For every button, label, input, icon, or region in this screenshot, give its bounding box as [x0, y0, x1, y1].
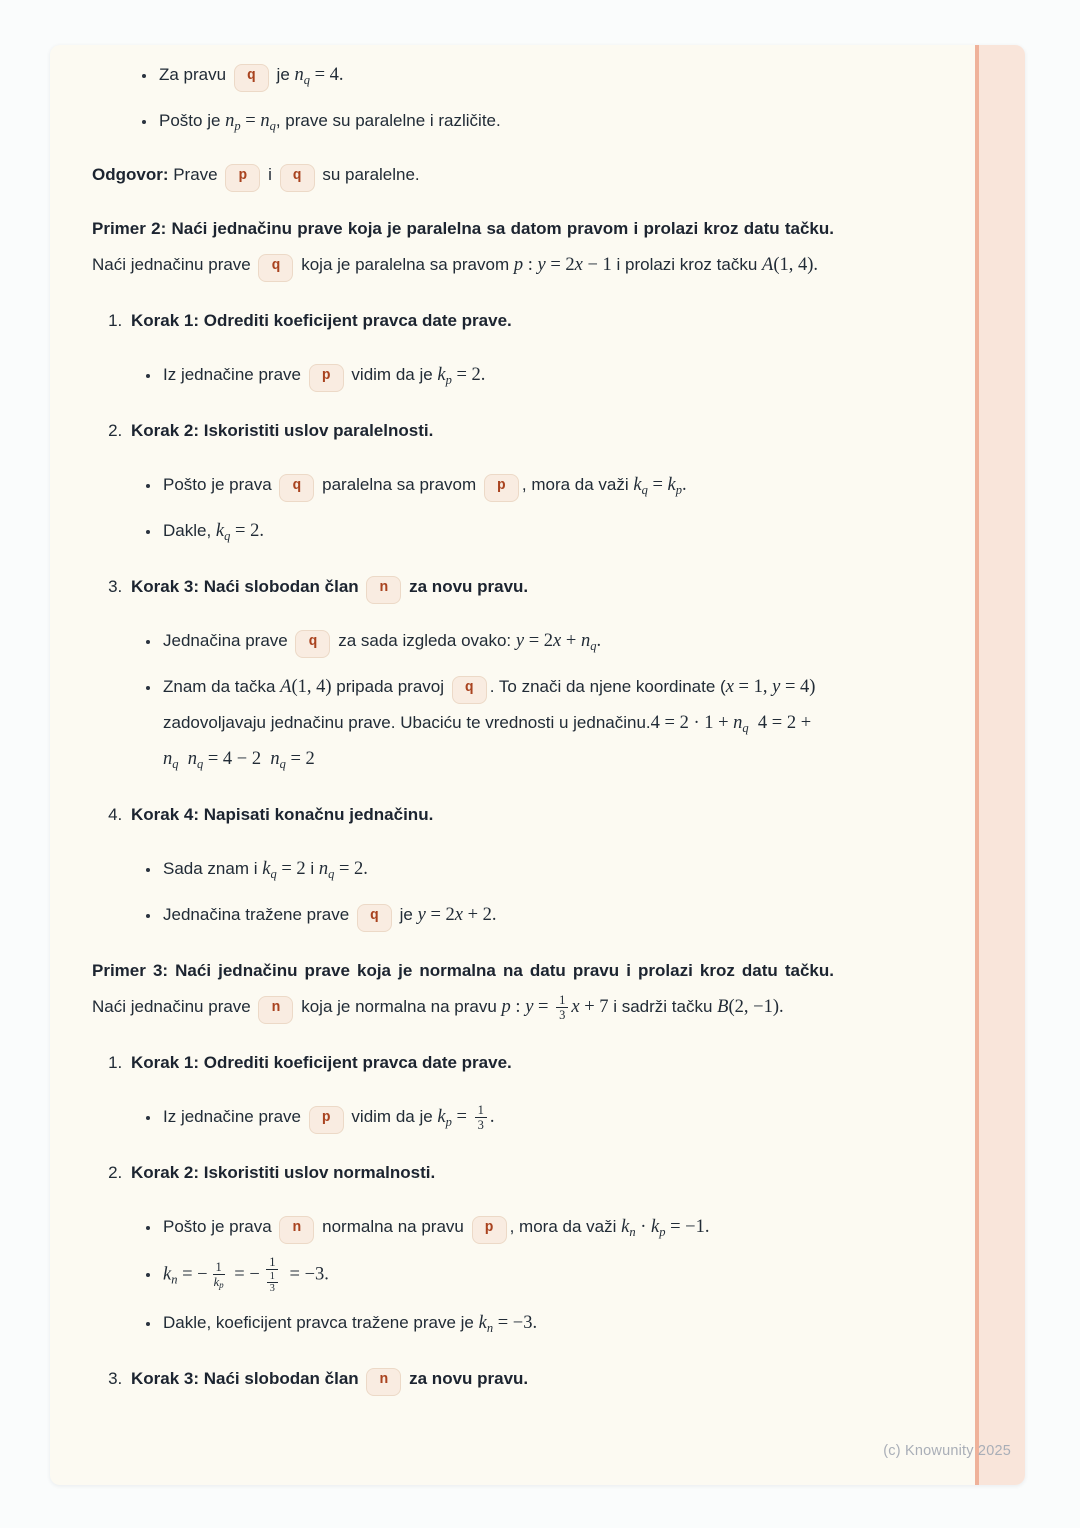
text-run: normalna na pravu [317, 1217, 469, 1236]
math-roman: 3 [269, 1283, 275, 1295]
paragraph [92, 953, 834, 1025]
math-roman: − 1 [582, 255, 612, 275]
math-roman: = 2. [451, 365, 486, 385]
math-roman: = 2 [285, 749, 315, 769]
bold-run: za novu pravu. [404, 577, 529, 596]
text-run: Iz jednačine prave [163, 1107, 306, 1126]
math-roman: = 2. [334, 859, 368, 879]
math-var: n [733, 713, 743, 733]
math-roman: 4 = 2 + [748, 713, 812, 733]
math-roman: . [489, 1107, 495, 1127]
paragraph [92, 211, 834, 283]
fraction [211, 1260, 227, 1289]
math-var: n [187, 749, 197, 769]
text-run: Pošto je prava [163, 475, 277, 494]
text-run: , mora da važi [521, 475, 634, 494]
text-run: koja je paralelna sa pravom [296, 255, 514, 274]
math-roman: 1 [269, 1255, 276, 1269]
text-run: Naći jednačinu prave [92, 997, 256, 1016]
fraction-numerator [213, 1260, 225, 1275]
math-var: A [280, 677, 292, 697]
text-run: vidim da je [346, 365, 438, 384]
math-subscript: p [659, 1225, 666, 1239]
math-var: n [294, 65, 304, 85]
math-var: y [772, 677, 781, 697]
fraction-numerator [556, 993, 568, 1008]
text-run: Prave [168, 165, 223, 184]
math-subscript: q [269, 119, 276, 133]
bullet-list [131, 851, 834, 933]
text-run: , mora da važi [509, 1217, 622, 1236]
text-run: zadovoljavaju jednačinu prave. Ubaciću te vrednosti u jednačinu. [163, 713, 651, 732]
math-roman: : [510, 997, 526, 1017]
math-var: n [163, 749, 173, 769]
text-run: je [271, 65, 295, 84]
math-roman: = −3. [493, 1312, 538, 1333]
bullet-item [161, 1209, 834, 1245]
math-var: x [574, 255, 583, 275]
math-subscript: q [742, 721, 749, 735]
text-run: Dakle, [163, 521, 216, 540]
text-run: Znam da tačka [163, 677, 281, 696]
math-var: x [454, 905, 463, 925]
step-item [127, 797, 834, 933]
bullet-list [131, 467, 834, 549]
math-roman: + 2. [462, 905, 497, 925]
step-list [92, 1045, 834, 1397]
math-var: y [515, 631, 525, 651]
bold-run: Korak 1: Odrediti koeficijent pravca date prave. [131, 311, 512, 330]
bold-run: Korak 2: Iskoristiti uslov paralelnosti. [131, 421, 434, 440]
math-var: k [478, 1312, 487, 1333]
math-roman: 1 [269, 1271, 275, 1282]
math-roman: (2, −1). [728, 997, 784, 1017]
inline-code-badge-p: p [484, 474, 519, 502]
bullet-item [157, 57, 834, 93]
text-run: i [305, 859, 319, 878]
bullet-list [131, 623, 834, 777]
text-run: Pošto je prava [163, 1217, 277, 1236]
math-roman: = − [229, 1264, 260, 1285]
math-var: k [651, 1217, 660, 1237]
inline-code-badge-p: p [472, 1216, 507, 1244]
bold-run: Odgovor: [92, 165, 169, 184]
math-roman: 1 [559, 993, 566, 1008]
math-roman: = 2 [524, 631, 554, 651]
text-run: za sada izgleda ovako: [333, 631, 516, 650]
fraction-numerator [266, 1255, 278, 1270]
step-title [131, 577, 528, 596]
math-var: p [513, 255, 524, 275]
math-var: x [725, 677, 734, 697]
bold-run: za novu pravu. [404, 1368, 529, 1388]
math-var: n [225, 111, 235, 131]
bullet-item [161, 1099, 834, 1135]
fraction-denominator [267, 1283, 278, 1294]
math-subscript: q [641, 483, 648, 497]
math-roman: = − [177, 1264, 208, 1285]
math-roman: · [635, 1217, 651, 1237]
math-roman: = 4) [780, 677, 816, 697]
math-var: x [571, 997, 580, 1017]
step-item [127, 1361, 834, 1397]
bold-run: Korak 3: Naći slobodan član [131, 1368, 364, 1388]
math-roman: = [533, 997, 554, 1017]
inline-code-badge-n: n [366, 576, 401, 604]
text-run: , prave su paralelne i različite. [275, 111, 501, 130]
step-title [131, 1053, 512, 1072]
fraction [263, 1255, 282, 1295]
bullet-item [161, 897, 834, 933]
math-roman: = −3. [284, 1264, 329, 1285]
step-item [127, 1045, 834, 1135]
math-roman: = [451, 1107, 472, 1127]
inline-code-badge-q: q [295, 630, 330, 658]
math-roman: 1 [215, 1260, 222, 1275]
bullet-list [131, 1209, 834, 1341]
text-run: pripada pravoj [331, 677, 449, 696]
math-subscript: p [234, 119, 241, 133]
math-var: x [553, 631, 562, 651]
fraction [267, 1271, 278, 1295]
math-subscript: p [445, 373, 452, 387]
bullet-item [161, 357, 834, 393]
math-subscript: q [328, 867, 335, 881]
math-roman: . [682, 475, 687, 495]
math-var: k [667, 475, 676, 495]
math-roman: : [523, 255, 538, 275]
bullet-item [161, 1305, 834, 1341]
fraction-numerator [267, 1271, 278, 1283]
step-title [131, 311, 512, 330]
step-title [131, 805, 433, 824]
math-var: k [213, 1275, 220, 1290]
math-var: k [215, 521, 225, 541]
watermark: (c) Knowunity 2025 [883, 1443, 1011, 1459]
inline-code-badge-q: q [279, 474, 314, 502]
bold-run: Korak 4: Napisati konačnu jednačinu. [131, 805, 434, 824]
step-list [92, 303, 834, 933]
math-subscript: q [303, 73, 310, 87]
math-subscript: n [486, 1320, 494, 1335]
bold-run: Primer 2: Naći jednačinu prave koja je paralelna sa datom pravom i prolazi kroz datu tačku. [92, 219, 834, 238]
step-title [131, 1369, 528, 1388]
math-subscript: q [590, 639, 597, 653]
math-subscript: n [629, 1225, 636, 1239]
math-roman: = 2 [545, 255, 575, 275]
text-run: paralelna sa pravom [317, 475, 481, 494]
inline-code-badge-q: q [280, 164, 315, 192]
bold-run: Korak 3: Naći slobodan član [131, 577, 364, 596]
step-title [131, 421, 433, 440]
math-var: B [717, 997, 729, 1017]
bullet-item [161, 1255, 834, 1295]
text-run: i [263, 165, 277, 184]
bold-run: Korak 2: Iskoristiti uslov normalnosti. [131, 1163, 436, 1182]
math-var: k [163, 1264, 172, 1285]
math-var: y [537, 255, 546, 275]
bold-run: Primer 3: Naći jednačinu prave koja je normalna na datu pravu i prolazi kroz datu tačku. [92, 961, 834, 980]
inline-code-badge-q: q [234, 64, 269, 92]
math-subscript: q [172, 757, 179, 771]
bold-run: Korak 1: Odrediti koeficijent pravca date prave. [131, 1053, 512, 1072]
step-item [127, 413, 834, 549]
bullet-item [161, 623, 834, 659]
math-subscript: n [171, 1272, 178, 1287]
inline-code-badge-n: n [366, 1368, 401, 1396]
math-roman: = [647, 475, 668, 495]
text-run: Jednačina tražene prave [163, 905, 354, 924]
accent-strip [975, 45, 1025, 1485]
bullet-item [161, 513, 834, 549]
math-roman: = 4 − 2 [203, 749, 271, 769]
fraction [556, 993, 568, 1022]
math-roman: + 7 [579, 997, 609, 1017]
math-roman: (1, 4) [291, 677, 332, 697]
math-roman: . [596, 631, 602, 651]
math-subscript: q [270, 867, 277, 881]
math-roman: 3 [477, 1118, 484, 1133]
math-var: k [621, 1217, 630, 1237]
bullet-item [161, 851, 834, 887]
math-subscript: q [197, 757, 204, 771]
fraction-denominator [475, 1118, 487, 1132]
math-var: y [525, 997, 534, 1017]
bullet-item [161, 467, 834, 503]
text-run: i sadrži tačku [608, 997, 718, 1016]
step-title [131, 1163, 435, 1182]
inline-code-badge-q: q [357, 904, 392, 932]
fraction-denominator [263, 1270, 282, 1295]
text-run: Sada znam i [163, 859, 263, 878]
step-item [127, 569, 834, 777]
inline-code-badge-p: p [309, 364, 344, 392]
math-var: y [417, 905, 426, 925]
math-roman: 4 = 2 · 1 + [650, 713, 734, 733]
inline-code-badge-p: p [309, 1106, 344, 1134]
bullet-list [92, 57, 834, 139]
document-content [92, 57, 834, 1417]
math-var: k [437, 365, 446, 385]
math-roman: = 1, [733, 677, 773, 697]
text-run: Dakle, koeficijent pravca tražene prave je [163, 1312, 479, 1332]
bullet-item [157, 103, 834, 139]
document-card [50, 45, 1025, 1485]
math-var: p [501, 997, 511, 1017]
math-subscript: q [224, 529, 231, 543]
math-roman [179, 749, 188, 769]
math-roman: = 2 [276, 859, 306, 879]
math-var: n [318, 859, 329, 879]
inline-code-badge-n: n [258, 996, 293, 1024]
inline-code-badge-q: q [452, 676, 487, 704]
bullet-item [161, 669, 834, 777]
text-run: je [394, 905, 418, 924]
math-var: A [762, 255, 774, 275]
step-item [127, 303, 834, 393]
math-subscript: p [675, 483, 683, 497]
math-roman: = 2. [230, 521, 264, 541]
fraction-numerator [475, 1103, 487, 1118]
text-run: Jednačina prave [163, 631, 293, 650]
text-run: Za pravu [159, 65, 231, 84]
math-var: n [270, 749, 280, 769]
inline-code-badge-p: p [225, 164, 260, 192]
math-roman: = 4. [310, 65, 344, 85]
math-subscript: q [279, 757, 286, 771]
math-var: k [262, 859, 271, 879]
math-roman: 3 [559, 1008, 566, 1023]
inline-code-badge-q: q [258, 254, 293, 282]
math-subscript: p [219, 1280, 224, 1291]
text-run: Naći jednačinu prave [92, 255, 256, 274]
fraction [475, 1103, 487, 1132]
math-var: k [437, 1107, 446, 1127]
math-var: n [580, 631, 591, 651]
math-roman: = 2 [425, 905, 455, 925]
bullet-list [131, 357, 834, 393]
paragraph [92, 157, 834, 193]
fraction-denominator [211, 1275, 227, 1289]
math-roman: 1 [477, 1103, 484, 1118]
math-var: k [633, 475, 642, 495]
math-roman: (1, 4). [773, 255, 819, 275]
text-run: koja je normalna na pravu [296, 997, 502, 1016]
math-subscript: p [445, 1115, 452, 1129]
bullet-list [131, 1099, 834, 1135]
inline-code-badge-n: n [279, 1216, 314, 1244]
text-run: . To znači da njene koordinate ( [489, 677, 726, 696]
math-var: n [260, 111, 270, 131]
text-run: vidim da je [346, 1107, 438, 1126]
math-roman: + [561, 631, 581, 651]
text-run: Pošto je [159, 111, 226, 130]
text-run: Iz jednačine prave [163, 365, 306, 384]
math-roman: = [240, 111, 261, 131]
step-item [127, 1155, 834, 1341]
text-run: su paralelne. [317, 165, 420, 184]
text-run: i prolazi kroz tačku [611, 255, 763, 274]
math-roman: = −1. [665, 1217, 710, 1237]
fraction-denominator [556, 1008, 568, 1022]
